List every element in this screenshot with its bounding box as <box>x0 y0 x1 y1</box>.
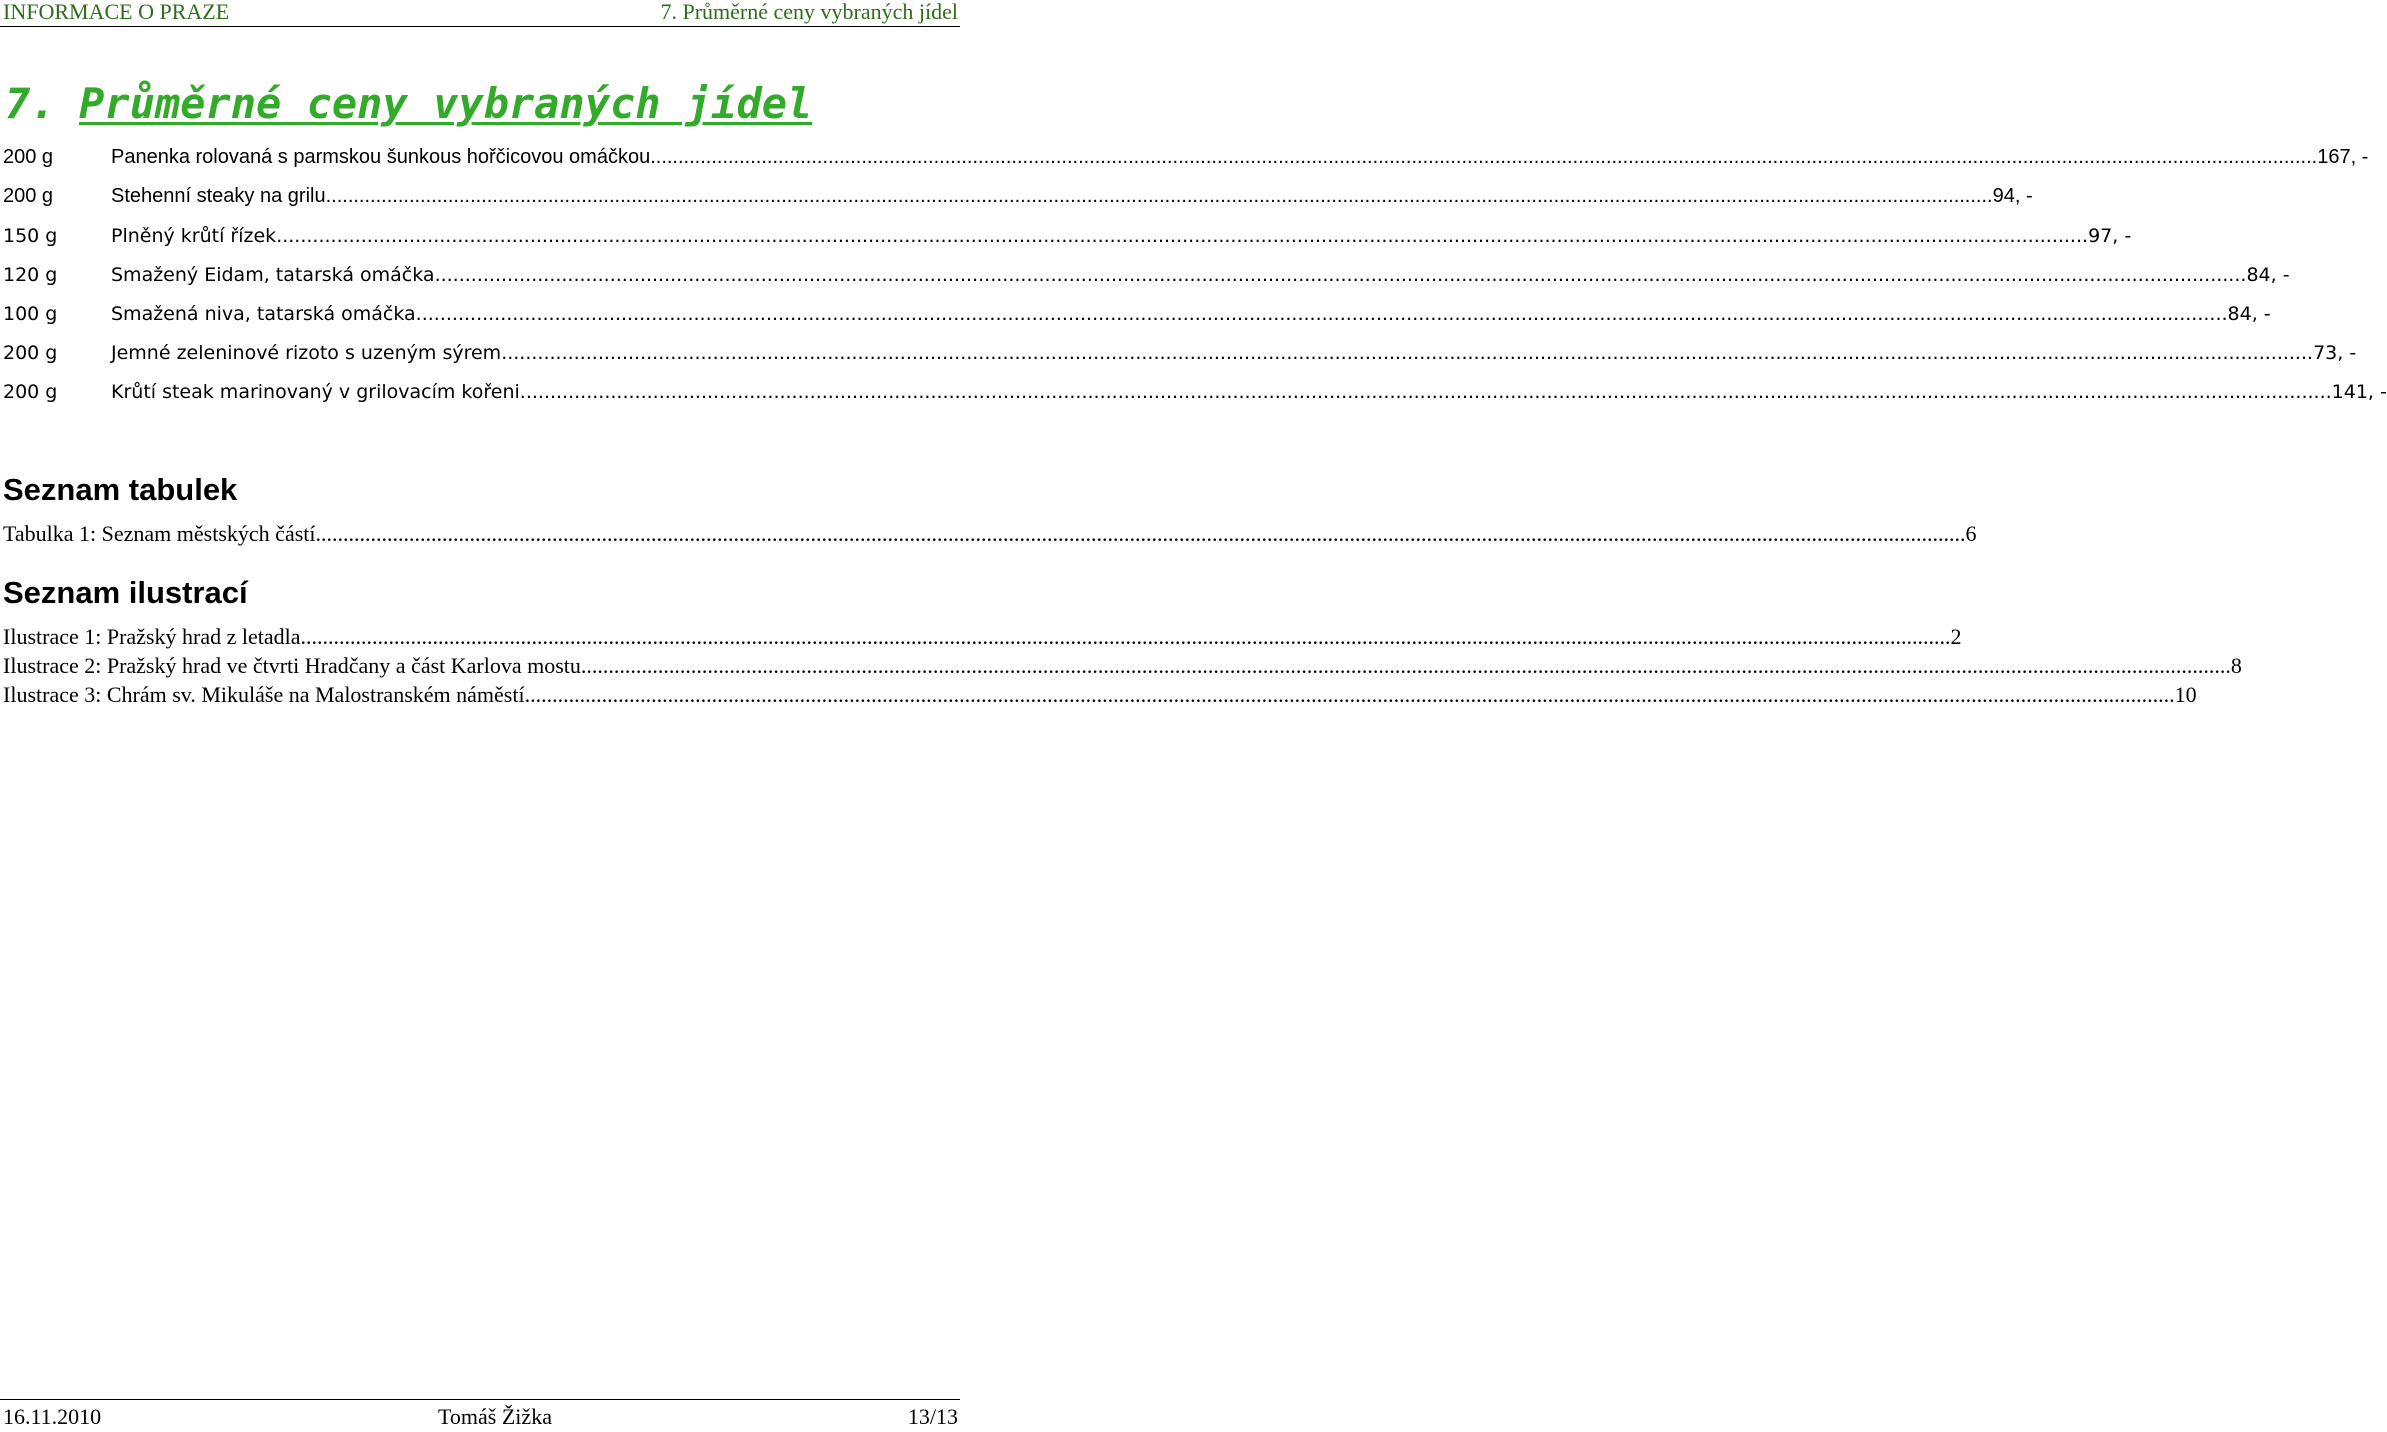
dish-weight: 200 g <box>3 185 54 207</box>
price-row <box>3 138 2369 177</box>
leader-dots: ............................................................................................................................................................................................................................................................................................................ <box>300 624 1951 649</box>
price-row <box>3 177 2033 216</box>
toc-page-number[interactable]: 6 <box>1965 521 1977 546</box>
dish-name: Smažený Eidam, tatarská omáčka <box>111 263 435 286</box>
toc-entry-label[interactable]: Ilustrace 1: Pražský hrad z letadla <box>3 624 301 649</box>
leader-dots: ............................................................................................................................................................................................................................................................................................................ <box>501 341 2314 364</box>
footer-date: 16.11.2010 <box>3 1404 102 1429</box>
toc-row[interactable] <box>3 682 2197 711</box>
dish-price: 84, - <box>2246 263 2290 286</box>
toc-page-number[interactable]: 2 <box>1950 624 1962 649</box>
price-row <box>3 372 2387 411</box>
header-document-title: INFORMACE O PRAZE <box>3 0 230 24</box>
illustrations-list <box>3 624 2242 711</box>
dish-price: 97, - <box>2088 224 2132 247</box>
header-chapter-title: 7. Průměrné ceny vybraných jídel <box>660 0 958 24</box>
toc-entry-label[interactable]: Tabulka 1: Seznam městských částí <box>3 521 316 546</box>
dish-price: 94, - <box>1992 185 2033 207</box>
dish-price: 73, - <box>2313 341 2357 364</box>
leader-dots: ............................................................................................................................................................................................................................................................................................................ <box>524 682 2175 707</box>
chapter-title: Průměrné ceny vybraných jídel <box>79 79 813 128</box>
tables-heading: Seznam tabulek <box>3 472 238 507</box>
toc-entry-label[interactable]: Ilustrace 3: Chrám sv. Mikuláše na Malostranském náměstí <box>3 682 525 707</box>
price-row <box>3 216 2132 255</box>
dish-name: Panenka rolovaná s parmskou šunkous hořčicovou omáčkou <box>111 146 651 168</box>
price-row <box>3 255 2290 294</box>
price-row <box>3 294 2271 333</box>
leader-dots: ............................................................................................................................................................................................................................................................................................................ <box>276 224 2089 247</box>
illustrations-heading: Seznam ilustrací <box>3 575 248 610</box>
chapter-heading <box>5 76 812 132</box>
leader-dots: ............................................................................................................................................................................................................................................................................................................ <box>434 263 2247 286</box>
chapter-number: 7. <box>5 79 56 128</box>
toc-page-number[interactable]: 8 <box>2230 653 2242 678</box>
price-row <box>3 333 2357 372</box>
dish-weight: 100 g <box>3 302 58 325</box>
leader-dots: ............................................................................................................................................................................................................................................................................................................ <box>650 146 2318 168</box>
dish-name: Smažená niva, tatarská omáčka <box>111 302 416 325</box>
toc-page-number[interactable]: 10 <box>2174 682 2197 707</box>
dish-weight: 200 g <box>3 146 54 168</box>
toc-row[interactable] <box>3 624 1962 653</box>
toc-row[interactable] <box>3 653 2242 682</box>
leader-dots: ............................................................................................................................................................................................................................................................................................................ <box>325 185 1993 207</box>
leader-dots: ............................................................................................................................................................................................................................................................................................................ <box>315 521 1966 546</box>
dish-name: Stehenní steaky na grilu <box>111 185 326 207</box>
price-list <box>3 138 2387 411</box>
dish-weight: 200 g <box>3 341 58 364</box>
tables-list <box>3 521 1977 550</box>
toc-row[interactable] <box>3 521 1977 550</box>
dish-name: Plněný krůtí řízek <box>111 224 277 247</box>
footer-page-number: 13/13 <box>907 1404 958 1429</box>
dish-name: Jemné zeleninové rizoto s uzeným sýrem <box>111 341 502 364</box>
leader-dots: ............................................................................................................................................................................................................................................................................................................ <box>580 653 2231 678</box>
dish-price: 167, - <box>2317 146 2369 168</box>
dish-price: 84, - <box>2227 302 2271 325</box>
dish-price: 141, - <box>2331 380 2387 403</box>
dish-weight: 200 g <box>3 380 58 403</box>
dish-name: Krůtí steak marinovaný v grilovacím kořeni <box>111 380 520 403</box>
footer-author: Tomáš Žižka <box>438 1404 552 1429</box>
page-footer <box>0 1399 960 1428</box>
page-header <box>0 0 960 27</box>
leader-dots: ............................................................................................................................................................................................................................................................................................................ <box>519 380 2332 403</box>
dish-weight: 150 g <box>3 224 58 247</box>
toc-entry-label[interactable]: Ilustrace 2: Pražský hrad ve čtvrti Hradčany a část Karlova mostu <box>3 653 581 678</box>
leader-dots: ............................................................................................................................................................................................................................................................................................................ <box>415 302 2228 325</box>
dish-weight: 120 g <box>3 263 58 286</box>
